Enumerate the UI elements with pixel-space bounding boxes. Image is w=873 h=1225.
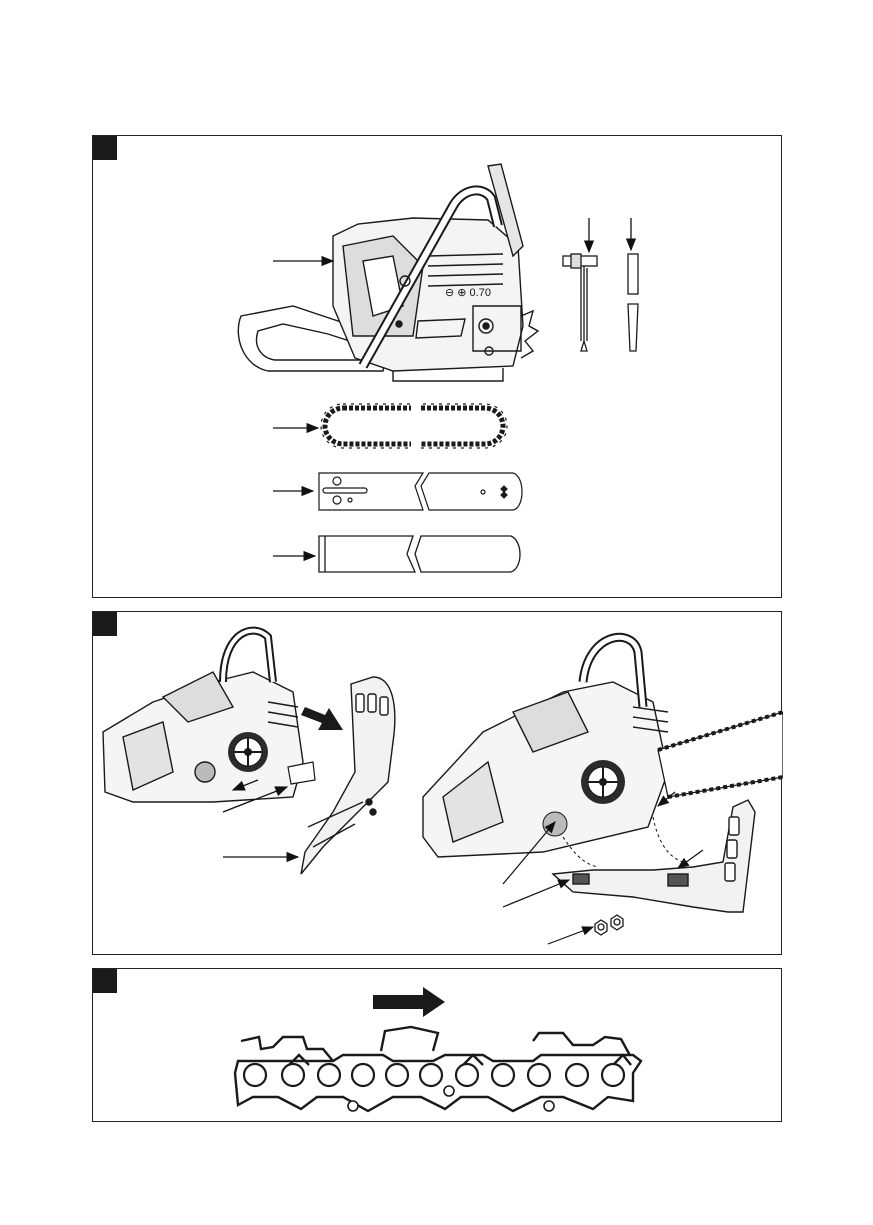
chainsaw-icon [103, 631, 303, 802]
arrow-icon [548, 927, 593, 944]
panel-1-drawing [93, 136, 783, 599]
direction-arrow-icon [373, 987, 445, 1017]
chainsaw-icon [238, 164, 538, 381]
scabbard-icon [319, 536, 520, 572]
sprocket-icon [581, 760, 625, 804]
figure-panel-3 [92, 968, 782, 1122]
direction-arrow-icon [301, 707, 343, 730]
chain-icon [321, 398, 507, 454]
file-icon [628, 254, 638, 351]
wrench-icon [563, 254, 597, 351]
figure-panel-1 [92, 135, 782, 598]
sprocket-icon [228, 732, 268, 772]
panel-3-drawing [93, 969, 783, 1123]
panel-2-drawing [93, 612, 783, 956]
guide-bar-icon [319, 473, 522, 510]
gauge-label: ⊖ ⊕ 0.70 [445, 287, 491, 299]
guide-bar-icon [658, 712, 783, 797]
figure-panel-2 [92, 611, 782, 955]
arrow-icon [503, 880, 569, 907]
nut-icon [595, 915, 623, 935]
